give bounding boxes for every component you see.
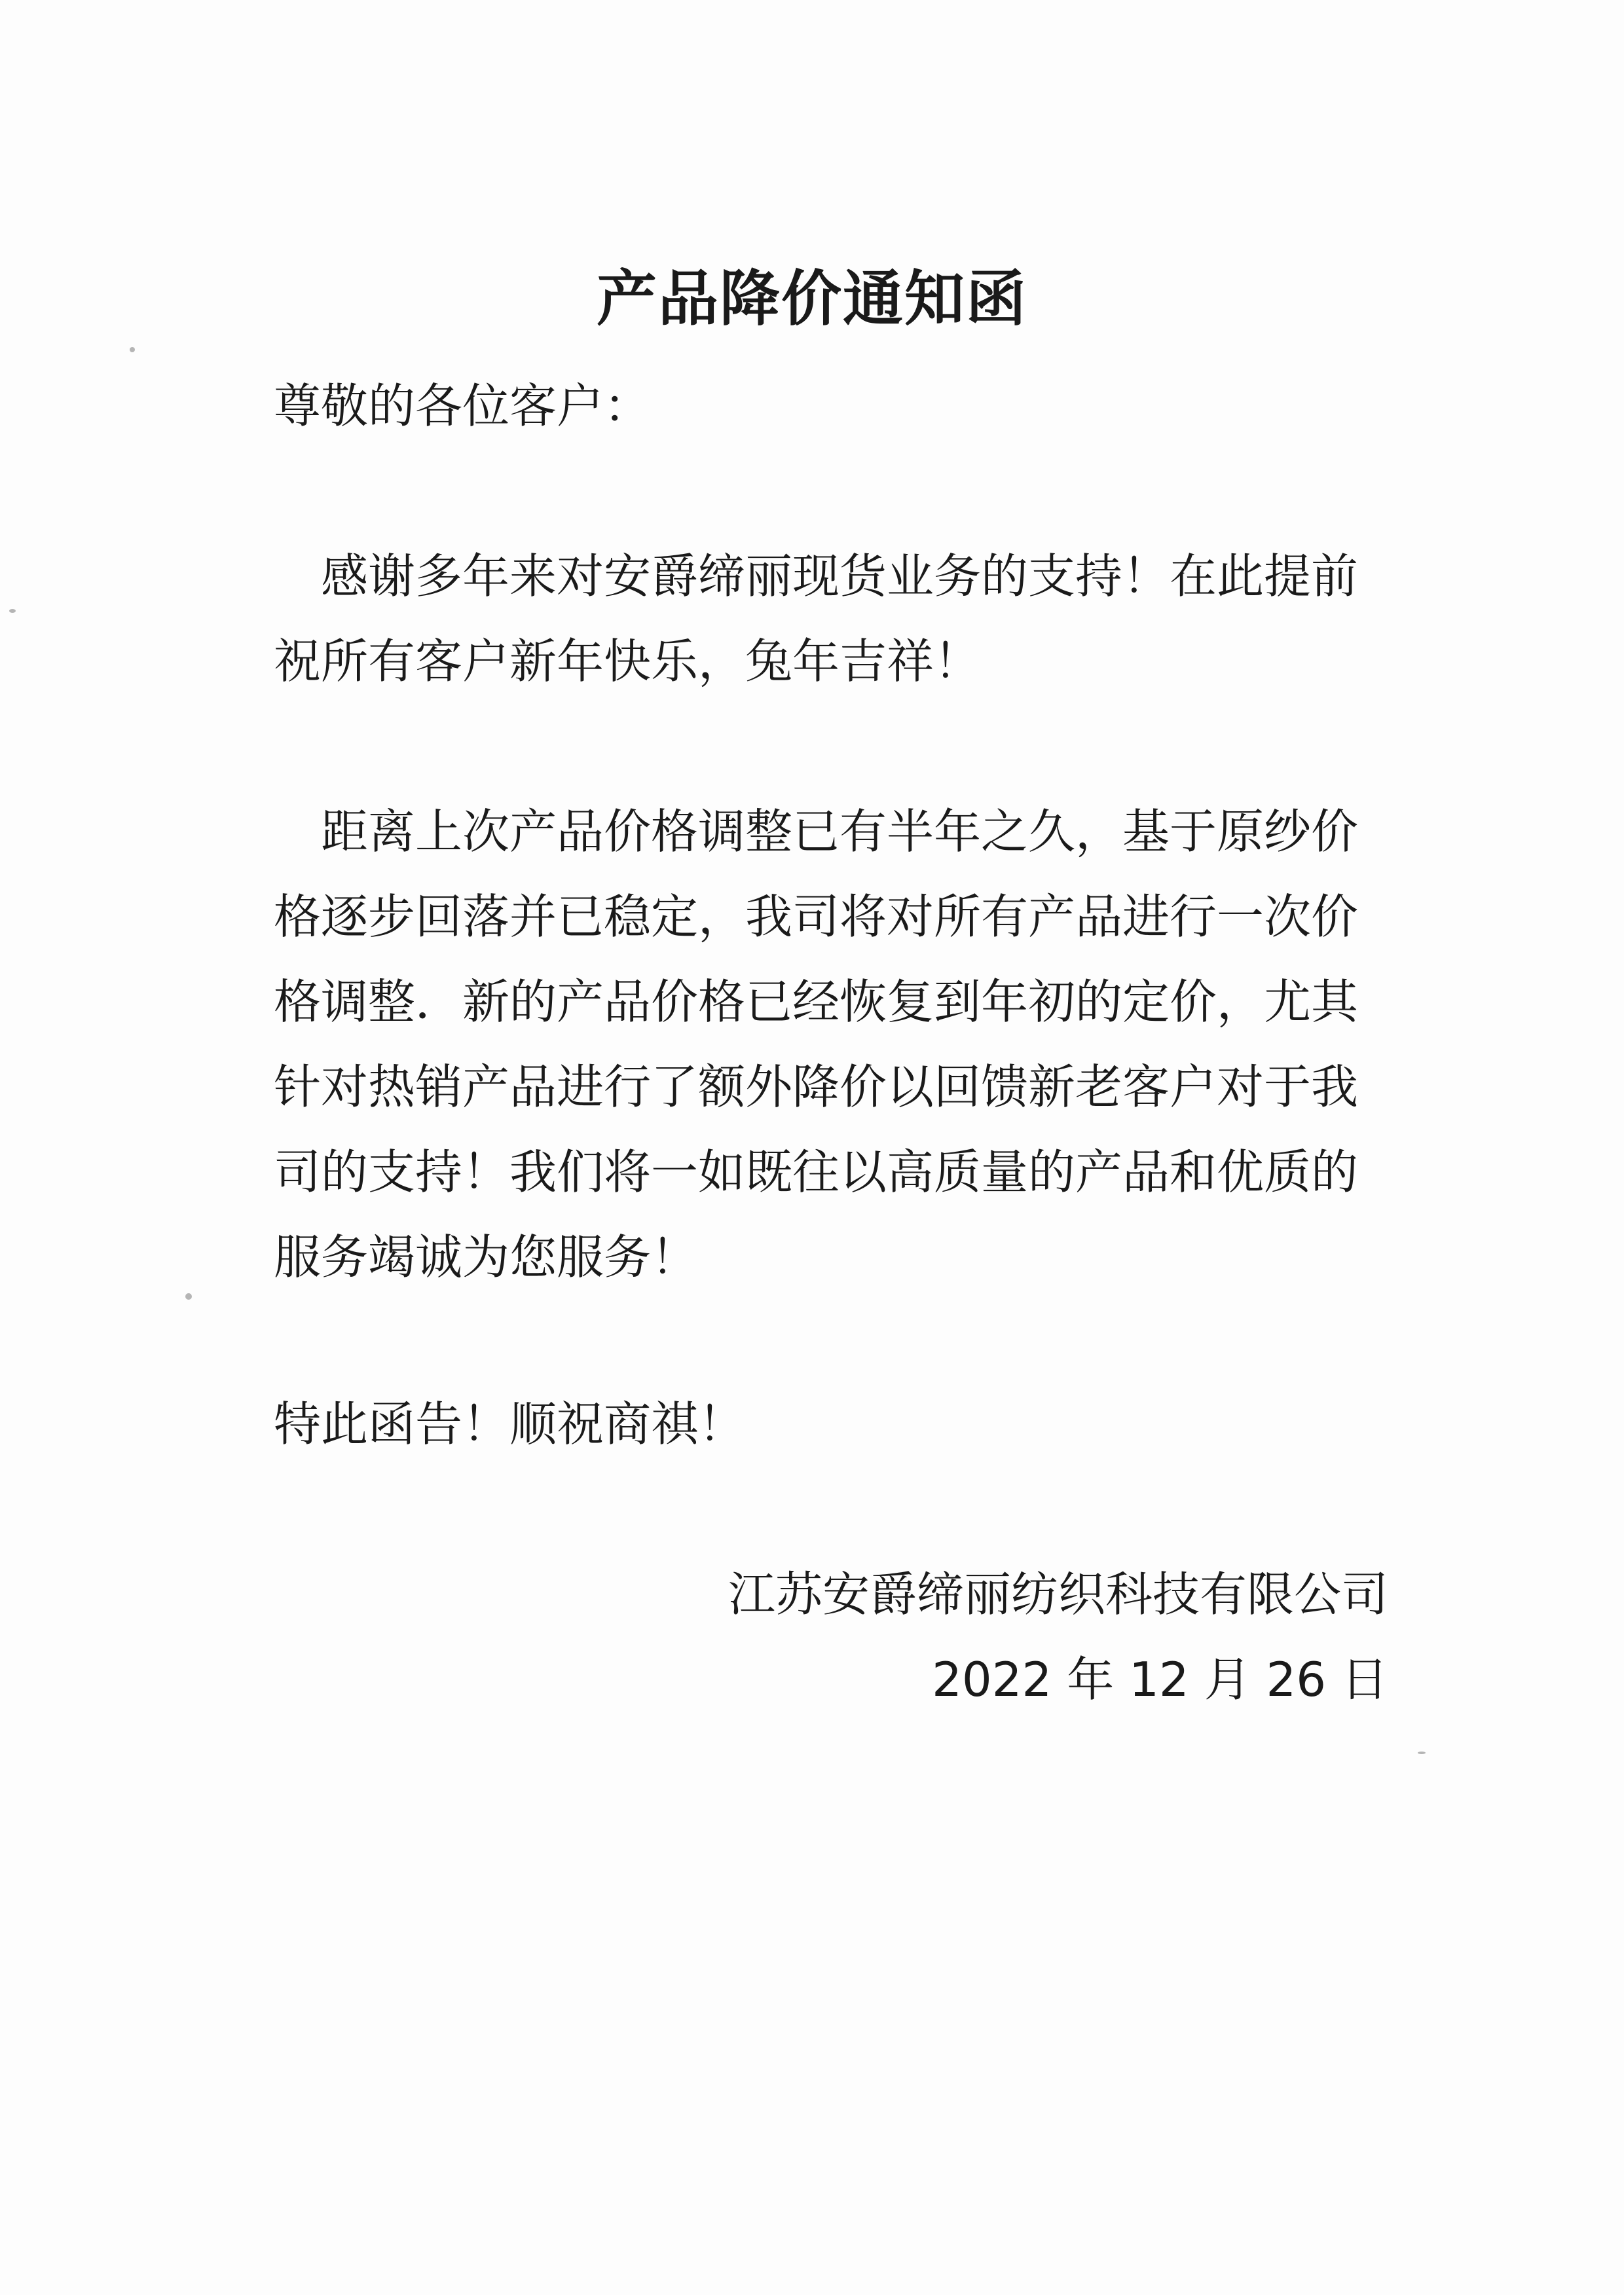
salutation: 尊敬的各位客户： [274, 378, 652, 433]
scan-speck [185, 1293, 192, 1300]
letter-date: 2022 年 12 月 26 日 [932, 1652, 1388, 1707]
signature-block [728, 1552, 1388, 1722]
company-name: 江苏安爵缔丽纺织科技有限公司 [728, 1567, 1388, 1622]
closing-line: 特此函告！顺祝商祺！ [274, 1397, 746, 1452]
scan-speck [9, 609, 16, 613]
paragraph-price-adjustment: 距离上次产品价格调整已有半年之久，基于原纱价格逐步回落并已稳定，我司将对所有产品进行一次价格调整．新的产品价格已经恢复到年初的定价，尤其针对热销产品进行了额外降价以回馈新老客户对于我司的支持！我们将一如既往以高质量的产品和优质的服务竭诚为您服务！ [274, 804, 1359, 1285]
scan-speck [130, 347, 135, 352]
page-title: 产品降价通知函 [596, 263, 1027, 334]
scan-speck [1418, 1752, 1426, 1754]
paragraph-greeting: 感谢多年来对安爵缔丽现货业务的支持！在此提前祝所有客户新年快乐，兔年吉祥！ [274, 549, 1359, 689]
